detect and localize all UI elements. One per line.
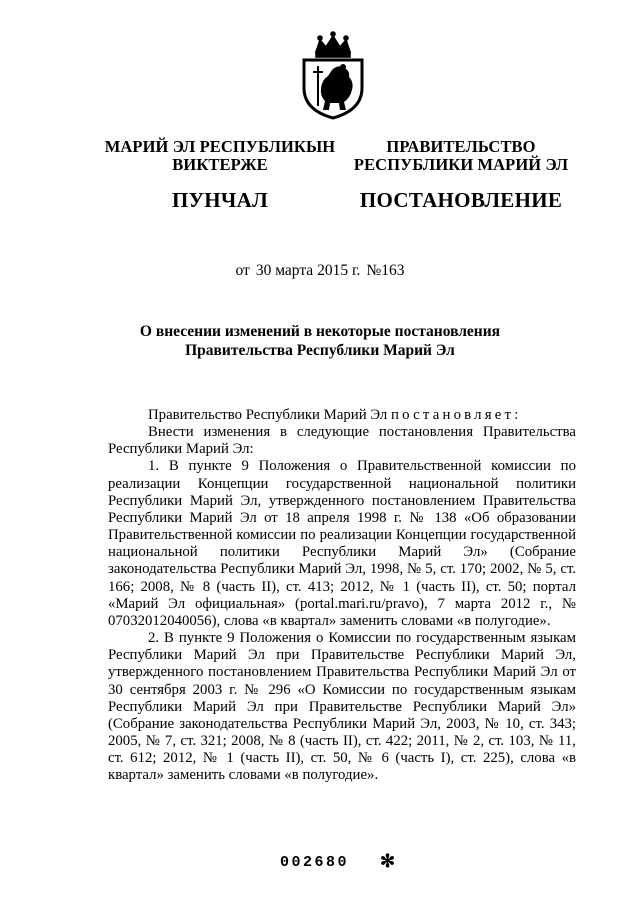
item-2-paragraph: 2. В пункте 9 Положения о Комиссии по государственным языкам Республики Марий Эл при Правительстве Республики Марий Эл, утвержденного постановлением Правительства Республики Марий Эл от 30 сентября 2003 г. № 296 «О Комиссии по государственным языкам Республики Марий Эл при Правительстве Республики Марий Эл» (Собрание законодательства Республики Марий Эл, 2003, № 10, ст. 343; 2005, № 7, ст. 321; 2008, № 8 (часть II), ст. 422; 2011, № 2, ст. 103, № 11, ст. 612; 2012, № 1 (часть II), ст. 50, № 6 (часть I), ст. 225), слова «в квартал» заменить словами «в полугодие». (108, 630, 576, 784)
header-left-line2: ВИКТЕРЖЕ (172, 155, 268, 174)
header-left-doc-type: ПУНЧАЛ (171, 188, 269, 212)
crown-icon (316, 32, 350, 57)
intro-prefix: Правительство Республики Марий Эл (148, 407, 388, 423)
header-right-line2: РЕСПУБЛИКИ МАРИЙ ЭЛ (353, 155, 569, 174)
document-number: №163 (366, 262, 405, 279)
title-line1: О внесении изменений в некоторые постановления (139, 323, 501, 340)
intro-verb: постановляет: (391, 407, 522, 423)
document-date: 30 марта 2015 г. (255, 262, 361, 279)
item-1-paragraph: 1. В пункте 9 Положения о Правительственной комиссии по реализации Концепции государственной национальной политики Республики Марий Эл, утвержденного постановлением Правительства Республики Марий Эл от 18 апреля 1998 г. № 138 «Об образовании Правительственной комиссии по реализации Концепции государственной национальной политики Республики Марий Эл» (Собрание законодательства Республики Марий Эл, 1998, № 5, ст. 170; 2002, № 5, ст. 166; 2008, № 8 (часть II), ст. 413; 2012, № 1 (часть II), ст. 50; портал «Марий Эл официальная» (portal.mari.ru/pravo), 7 марта 2012 г., № 07032012040056), слова «в квартал» заменить словами «в полугодие». (108, 458, 576, 629)
document-title (0, 322, 640, 360)
header-right (348, 138, 574, 212)
intro-rest: Внести изменения в следующие постановления Правительства Республики Марий Эл: (108, 424, 576, 458)
header-left-line1: МАРИЙ ЭЛ РЕСПУБЛИКЫН (104, 137, 336, 156)
header-right-doc-type: ПОСТАНОВЛЕНИЕ (359, 188, 563, 212)
title-line2: Правительства Республики Марий Эл (185, 342, 455, 359)
footer-mark: ✻ (380, 851, 396, 871)
header-right-line1: ПРАВИТЕЛЬСТВО (386, 137, 536, 156)
date-prefix: от (235, 262, 250, 279)
intro-paragraph (108, 407, 576, 424)
document-body (108, 407, 576, 784)
header-left (100, 138, 340, 212)
serial-number: 002680 (280, 854, 350, 871)
coat-of-arms-emblem (294, 30, 372, 120)
document-date-line (0, 262, 640, 280)
